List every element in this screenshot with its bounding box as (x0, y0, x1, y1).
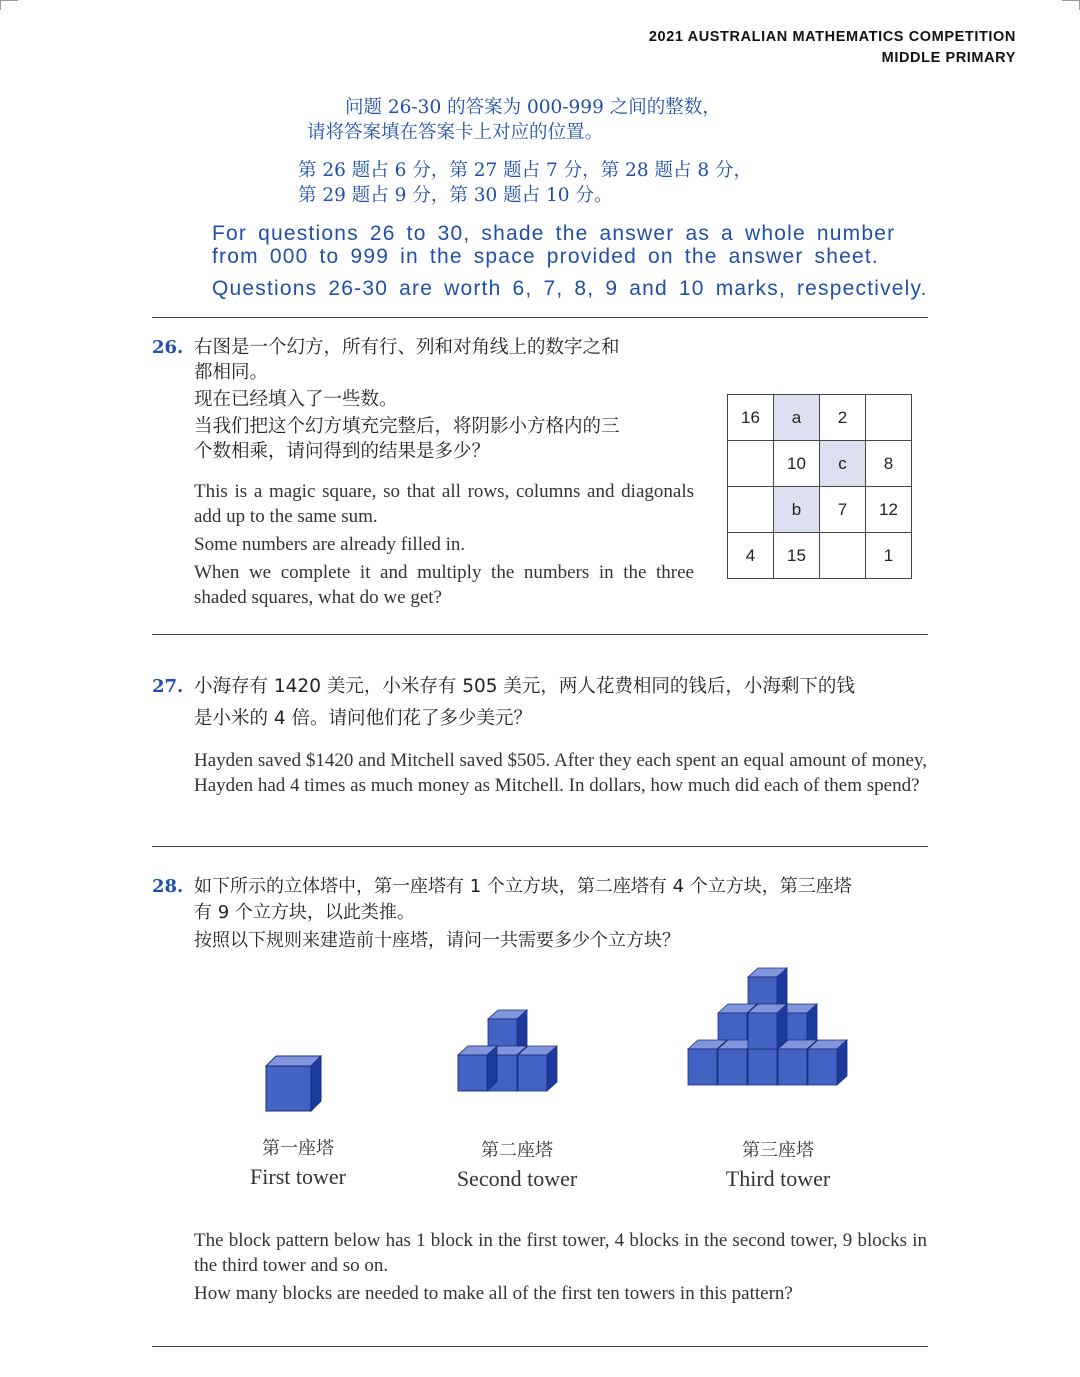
crop-mark-top-right-h (1062, 0, 1080, 1)
caption-first-tower (218, 1136, 378, 1192)
magic-cell: 7 (820, 487, 866, 533)
magic-cell-shaded: c (820, 441, 866, 487)
q26-zh-p3a: 当我们把这个幻方填充完整后，将阴影小方格内的三 (194, 416, 620, 437)
intro-zh-line2: 请将答案填在答案卡上对应的位置。 (307, 122, 604, 143)
question-26-zh (194, 335, 694, 464)
header-division: MIDDLE PRIMARY (881, 50, 1016, 66)
caption-second-tower (428, 1138, 606, 1194)
magic-cell: 2 (820, 395, 866, 441)
q26-en-p2: Some numbers are already filled in. (194, 534, 466, 555)
first-tower (266, 1056, 321, 1111)
magic-cell: 8 (866, 441, 912, 487)
third-tower (688, 968, 847, 1085)
intro-zh-line1: 问题 26-30 的答案为 000-999 之间的整数， (345, 97, 721, 118)
magic-row (728, 441, 912, 487)
caption-zh: 第三座塔 (742, 1140, 814, 1161)
q28-zh-line1: 如下所示的立体塔中，第一座塔有 1 个立方块，第二座塔有 4 个立方块，第三座塔 (194, 876, 852, 897)
caption-third-tower (694, 1138, 862, 1194)
intro-en-line2: from 000 to 999 in the space provided on the answer sheet. (212, 245, 879, 268)
question-28-en (194, 1228, 927, 1306)
magic-cell (728, 441, 774, 487)
question-26-en (194, 479, 694, 610)
crop-mark-top-left-h (0, 0, 18, 1)
magic-cell (866, 395, 912, 441)
divider (152, 317, 928, 318)
magic-cell: 4 (728, 533, 774, 579)
magic-cell: 1 (866, 533, 912, 579)
q26-zh-p2: 现在已经填入了一些数。 (194, 389, 398, 410)
caption-en: Second tower (456, 1166, 578, 1191)
magic-cell: 15 (774, 533, 820, 579)
caption-en: Third tower (725, 1166, 831, 1191)
q28-zh-line2: 有 9 个立方块，以此类推。 (194, 902, 415, 923)
divider (152, 846, 928, 847)
magic-cell: 16 (728, 395, 774, 441)
magic-cell: 10 (774, 441, 820, 487)
q27-zh-line1: 小海存有 1420 美元，小米存有 505 美元，两人花费相同的钱后，小海剩下的钱 (194, 676, 855, 697)
intro-en-line1: For questions 26 to 30, shade the answer as a whole number (212, 222, 896, 245)
intro-zh-line4: 第 29 题占 9 分，第 30 题占 10 分。 (298, 185, 613, 206)
question-26-number: 26. (152, 337, 184, 358)
divider (152, 634, 928, 635)
second-tower (458, 1010, 557, 1091)
q28-zh-line3: 按照以下规则来建造前十座塔，请问一共需要多少个立方块？ (194, 930, 680, 951)
intro-en-line3: Questions 26-30 are worth 6, 7, 8, 9 and 10 marks, respectively. (212, 277, 928, 300)
magic-row (728, 395, 912, 441)
q26-en-p1: This is a magic square, so that all rows, columns and diagonals add up to the same sum. (194, 481, 694, 527)
competition-header (649, 27, 1016, 69)
magic-cell-shaded: b (774, 487, 820, 533)
q28-en-p2: How many blocks are needed to make all of the first ten towers in this pattern? (194, 1283, 793, 1304)
magic-cell-shaded: a (774, 395, 820, 441)
q28-en-p1: The block pattern below has 1 block in the first tower, 4 blocks in the second tower, 9 blocks in the third tower and so on. (194, 1230, 927, 1276)
magic-cell (728, 487, 774, 533)
q26-zh-p1b: 都相同。 (194, 362, 269, 383)
magic-square (727, 394, 912, 579)
q26-zh-p1a: 右图是一个幻方，所有行、列和对角线上的数字之和 (194, 337, 620, 358)
q27-zh-line2: 是小米的 4 倍。请问他们花了多少美元？ (194, 708, 533, 729)
crop-mark-top-left (0, 0, 1, 10)
magic-cell (820, 533, 866, 579)
caption-zh: 第一座塔 (262, 1138, 334, 1159)
caption-zh: 第二座塔 (481, 1140, 553, 1161)
magic-cell: 12 (866, 487, 912, 533)
magic-row (728, 533, 912, 579)
question-27-number: 27. (152, 676, 184, 697)
header-title: 2021 AUSTRALIAN MATHEMATICS COMPETITION (648, 29, 1016, 45)
q27-en: Hayden saved $1420 and Mitchell saved $505. After they each spent an equal amount of money, Hayden had 4 times as much money as Mitchell. In dollars, how much did each of them spend? (194, 750, 927, 796)
q26-en-p3: When we complete it and multiply the numbers in the three shaded squares, what do we get? (194, 562, 694, 608)
q26-zh-p3b: 个数相乘，请问得到的结果是多少？ (194, 441, 491, 462)
intro-zh-line3: 第 26 题占 6 分，第 27 题占 7 分，第 28 题占 8 分， (298, 160, 753, 181)
magic-row (728, 487, 912, 533)
caption-en: First tower (250, 1164, 346, 1189)
divider (152, 1346, 928, 1347)
question-28-number: 28. (152, 876, 184, 897)
